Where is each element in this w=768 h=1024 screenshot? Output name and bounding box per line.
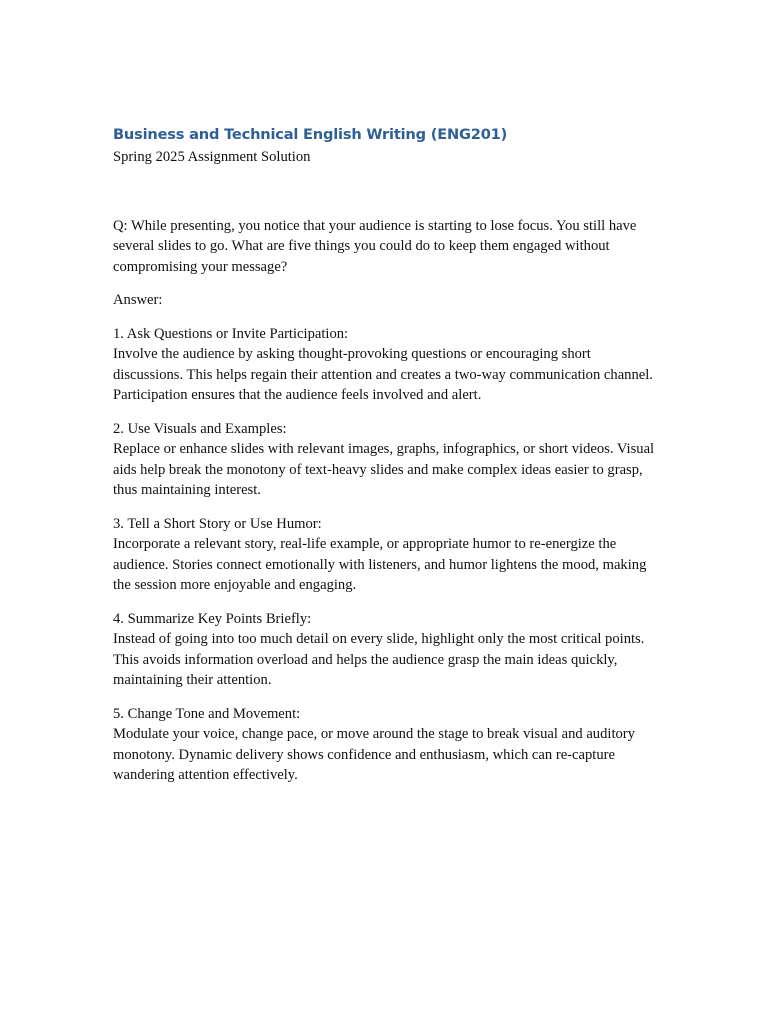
answer-item-body: Incorporate a relevant story, real-life example, or appropriate humor to re-energize the audience. Stories connect emotionally with listeners, and humor lightens the mood, making the session more enjoyable and engaging. bbox=[113, 536, 647, 593]
answer-item-heading: 2. Use Visuals and Examples: bbox=[113, 420, 287, 437]
document-title: Business and Technical English Writing (ENG201) bbox=[113, 126, 508, 143]
answer-item-body: Modulate your voice, change pace, or move around the stage to break visual and auditory monotony. Dynamic delivery shows confidence and enthusiasm, which can re-capture wandering attention effectively. bbox=[113, 726, 635, 783]
answer-item-5 bbox=[113, 704, 658, 786]
document-body bbox=[113, 124, 658, 786]
answer-item-body: Involve the audience by asking thought-provoking questions or encouraging short discussions. This helps regain their attention and creates a two-way communication channel. Participation ensures that the audience feels involved and alert. bbox=[113, 346, 653, 403]
answer-item-body: Replace or enhance slides with relevant images, graphs, infographics, or short videos. Visual aids help break the monotony of text-heavy slides and make complex ideas easier to grasp, thus maintaining interest. bbox=[113, 441, 655, 498]
answer-label: Answer: bbox=[113, 292, 163, 308]
answer-item-3 bbox=[113, 514, 658, 596]
answer-item-heading: 3. Tell a Short Story or Use Humor: bbox=[113, 515, 322, 532]
answer-item-2 bbox=[113, 419, 658, 501]
answer-item-heading: 5. Change Tone and Movement: bbox=[113, 705, 301, 722]
answer-item-4 bbox=[113, 609, 658, 691]
answer-item-1 bbox=[113, 324, 658, 406]
answer-item-heading: 4. Summarize Key Points Briefly: bbox=[113, 610, 312, 627]
document-subtitle: Spring 2025 Assignment Solution bbox=[113, 149, 311, 165]
answer-item-body: Instead of going into too much detail on every slide, highlight only the most critical points. This avoids information overload and helps the audience grasp the main ideas quickly, maintaining their attention. bbox=[113, 631, 645, 688]
question-text: Q: While presenting, you notice that your audience is starting to lose focus. You still have several slides to go. What are five things you could do to keep them engaged without compromising your message? bbox=[113, 217, 637, 275]
answer-item-heading: 1. Ask Questions or Invite Participation: bbox=[113, 325, 349, 342]
